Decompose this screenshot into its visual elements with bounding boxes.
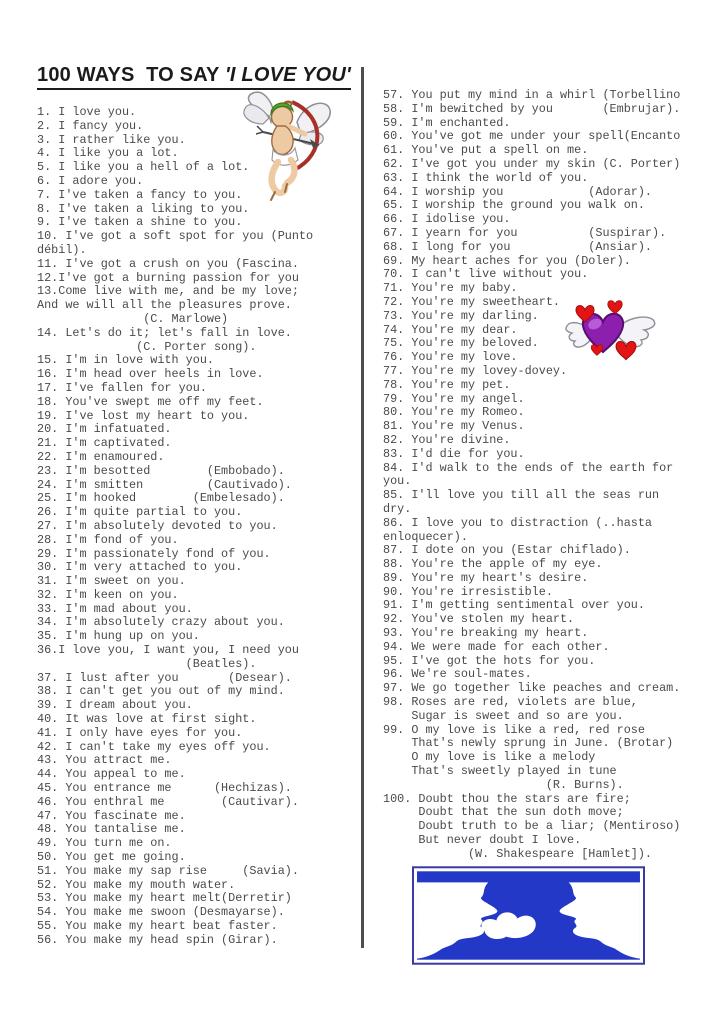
text-line: 18. You've swept me off my feet. — [37, 394, 264, 409]
text-line: 23. I'm besotted (Embobado). — [37, 463, 285, 478]
text-line: 5. I like you a hell of a lot. — [37, 160, 250, 175]
text-line: 14. Let's do it; let's fall in love. — [37, 325, 292, 340]
text-line: 6. I adore you. — [37, 173, 144, 188]
text-line: 91. I'm getting sentimental over you. — [383, 598, 645, 613]
text-line: 42. I can't take my eyes off you. — [37, 739, 271, 754]
text-line: 12.I've got a burning passion for you — [37, 270, 299, 285]
text-line: 65. I worship the ground you walk on. — [383, 198, 645, 213]
text-line: 2. I fancy you. — [37, 118, 144, 133]
text-line: dry. — [383, 501, 412, 516]
text-line: 31. I'm sweet on you. — [37, 574, 186, 589]
text-line: 28. I'm fond of you. — [37, 532, 179, 547]
text-line: 55. You make my heart beat faster. — [37, 919, 278, 934]
text-line: 67. I yearn for you (Suspirar). — [383, 225, 667, 240]
text-line: 60. You've got me under your spell(Encanto — [383, 129, 681, 144]
text-line: (W. Shakespeare [Hamlet]). — [383, 846, 653, 861]
text-line: 17. I've fallen for you. — [37, 380, 207, 395]
text-line: 34. I'm absolutely crazy about you. — [37, 615, 285, 630]
text-line: enloquecer). — [383, 529, 468, 544]
page-title-main: 100 WAYS TO SAY — [37, 64, 225, 86]
text-line: 97. We go together like peaches and cream. — [383, 681, 681, 696]
text-line: 25. I'm hooked (Embelesado). — [37, 491, 285, 506]
text-line: 85. I'll love you till all the seas run — [383, 488, 660, 503]
text-line: 96. We're soul-mates. — [383, 667, 532, 682]
text-line: But never doubt I love. — [383, 833, 582, 848]
text-line: 68. I long for you (Ansiar). — [383, 239, 653, 254]
faces-illusion-image — [412, 866, 645, 965]
text-line: 98. Roses are red, violets are blue, — [383, 695, 638, 710]
text-line: 38. I can't get you out of my mind. — [37, 684, 285, 699]
text-line: 22. I'm enamoured. — [37, 449, 165, 464]
text-line: 74. You're my dear. — [383, 322, 518, 337]
text-line: 78. You're my pet. — [383, 377, 511, 392]
text-line: 66. I idolise you. — [383, 212, 511, 227]
text-line: 57. You put my mind in a whirl (Torbellino — [383, 88, 681, 102]
text-line: 53. You make my heart melt(Derretir) — [37, 891, 292, 906]
text-line: you. — [383, 474, 412, 489]
text-line: 71. You're my baby. — [383, 281, 518, 296]
text-line: 20. I'm infatuated. — [37, 422, 172, 437]
text-line: 32. I'm keen on you. — [37, 587, 179, 602]
text-line: 95. I've got the hots for you. — [383, 653, 596, 668]
text-line: 89. You're my heart's desire. — [383, 570, 589, 585]
text-line: 10. I've got a soft spot for you (Punto — [37, 229, 314, 244]
text-line: 29. I'm passionately fond of you. — [37, 546, 271, 561]
text-line: 13.Come live with me, and be my love; — [37, 284, 299, 299]
winged-heart-icon — [562, 296, 670, 372]
text-line: O my love is like a melody — [383, 750, 596, 765]
text-line: débil). — [37, 242, 87, 257]
text-line: (Beatles). — [37, 656, 257, 671]
text-line: 77. You're my lovey-dovey. — [383, 363, 568, 378]
text-line: 48. You tantalise me. — [37, 822, 186, 837]
text-line: 64. I worship you (Adorar). — [383, 184, 653, 199]
text-line: 79. You're my angel. — [383, 391, 525, 406]
text-line: 40. It was love at first sight. — [37, 712, 257, 727]
text-line: Doubt that the sun doth move; — [383, 805, 624, 820]
text-line: 69. My heart aches for you (Doler). — [383, 253, 631, 268]
text-line: 99. O my love is like a red, red rose — [383, 722, 645, 737]
text-line: 56. You make my head spin (Girar). — [37, 932, 278, 947]
text-line: 45. You entrance me (Hechizas). — [37, 781, 292, 796]
text-line: 88. You're the apple of my eye. — [383, 557, 603, 572]
text-line: 52. You make my mouth water. — [37, 877, 236, 892]
text-line: 30. I'm very attached to you. — [37, 560, 243, 575]
text-line: 80. You're my Romeo. — [383, 405, 525, 420]
text-line: That's sweetly played in tune — [383, 764, 617, 779]
text-line: 8. I've taken a liking to you. — [37, 201, 250, 216]
text-line: 9. I've taken a shine to you. — [37, 215, 243, 230]
page-title-quote: 'I LOVE YOU' — [224, 64, 351, 86]
text-line: 35. I'm hung up on you. — [37, 629, 200, 644]
text-line: 54. You make me swoon (Desmayarse). — [37, 905, 285, 920]
text-line: 63. I think the world of you. — [383, 170, 589, 185]
text-line: 16. I'm head over heels in love. — [37, 367, 264, 382]
text-line: 7. I've taken a fancy to you. — [37, 187, 243, 202]
text-line: 50. You get me going. — [37, 850, 186, 865]
text-line: 36.I love you, I want you, I need you — [37, 643, 299, 658]
text-line: 72. You're my sweetheart. — [383, 294, 560, 309]
text-line: That's newly sprung in June. (Brotar) — [383, 736, 674, 751]
text-line: And we will all the pleasures prove. — [37, 298, 292, 313]
text-line: 37. I lust after you (Desear). — [37, 670, 292, 685]
text-line: 46. You enthral me (Cautivar). — [37, 794, 299, 809]
text-line: 83. I'd die for you. — [383, 446, 525, 461]
text-line: 41. I only have eyes for you. — [37, 725, 243, 740]
left-column-text — [37, 106, 367, 948]
text-line: 87. I dote on you (Estar chiflado). — [383, 543, 631, 558]
text-line: 59. I'm enchanted. — [383, 115, 511, 130]
text-line: 27. I'm absolutely devoted to you. — [37, 518, 278, 533]
page-title — [37, 63, 351, 90]
text-line: 82. You're divine. — [383, 432, 511, 447]
cupid-icon — [233, 90, 335, 222]
text-line: 92. You've stolen my heart. — [383, 612, 575, 627]
text-line: 19. I've lost my heart to you. — [37, 408, 250, 423]
text-line: 1. I love you. — [37, 105, 137, 119]
text-line: 26. I'm quite partial to you. — [37, 505, 243, 520]
text-line: 33. I'm mad about you. — [37, 601, 193, 616]
text-line: 3. I rather like you. — [37, 132, 186, 147]
text-line: Sugar is sweet and so are you. — [383, 708, 624, 723]
text-line: 11. I've got a crush on you (Fascina. — [37, 256, 299, 271]
text-line: 21. I'm captivated. — [37, 436, 172, 451]
text-line: 81. You're my Venus. — [383, 419, 525, 434]
text-line: 44. You appeal to me. — [37, 767, 186, 782]
text-line: 76. You're my love. — [383, 350, 518, 365]
text-line: (C. Marlowe) — [37, 311, 229, 326]
text-line: 84. I'd walk to the ends of the earth for — [383, 460, 674, 475]
text-line: (R. Burns). — [383, 777, 624, 792]
text-line: 39. I dream about you. — [37, 698, 193, 713]
text-line: 15. I'm in love with you. — [37, 353, 214, 368]
text-line: 75. You're my beloved. — [383, 336, 539, 351]
right-column-text — [383, 89, 717, 862]
text-line: 4. I like you a lot. — [37, 146, 179, 161]
text-line: 62. I've got you under my skin (C. Porter) — [383, 156, 681, 171]
text-line: 70. I can't live without you. — [383, 267, 589, 282]
text-line: 93. You're breaking my heart. — [383, 626, 589, 641]
text-line: 90. You're irresistible. — [383, 584, 553, 599]
text-line: (C. Porter song). — [37, 339, 257, 354]
text-line: 24. I'm smitten (Cautivado). — [37, 477, 292, 492]
text-line: 43. You attract me. — [37, 753, 172, 768]
text-line: 86. I love you to distraction (..hasta — [383, 515, 653, 530]
text-line: 58. I'm bewitched by you (Embrujar). — [383, 101, 681, 116]
text-line: 94. We were made for each other. — [383, 639, 610, 654]
text-line: 47. You fascinate me. — [37, 808, 186, 823]
text-line: 49. You turn me on. — [37, 836, 172, 851]
text-line: 61. You've put a spell on me. — [383, 143, 589, 158]
text-line: 73. You're my darling. — [383, 308, 539, 323]
text-line: 51. You make my sap rise (Savia). — [37, 863, 299, 878]
text-line: Doubt truth to be a liar; (Mentiroso) — [383, 819, 681, 834]
text-line: 100. Doubt thou the stars are fire; — [383, 791, 631, 806]
